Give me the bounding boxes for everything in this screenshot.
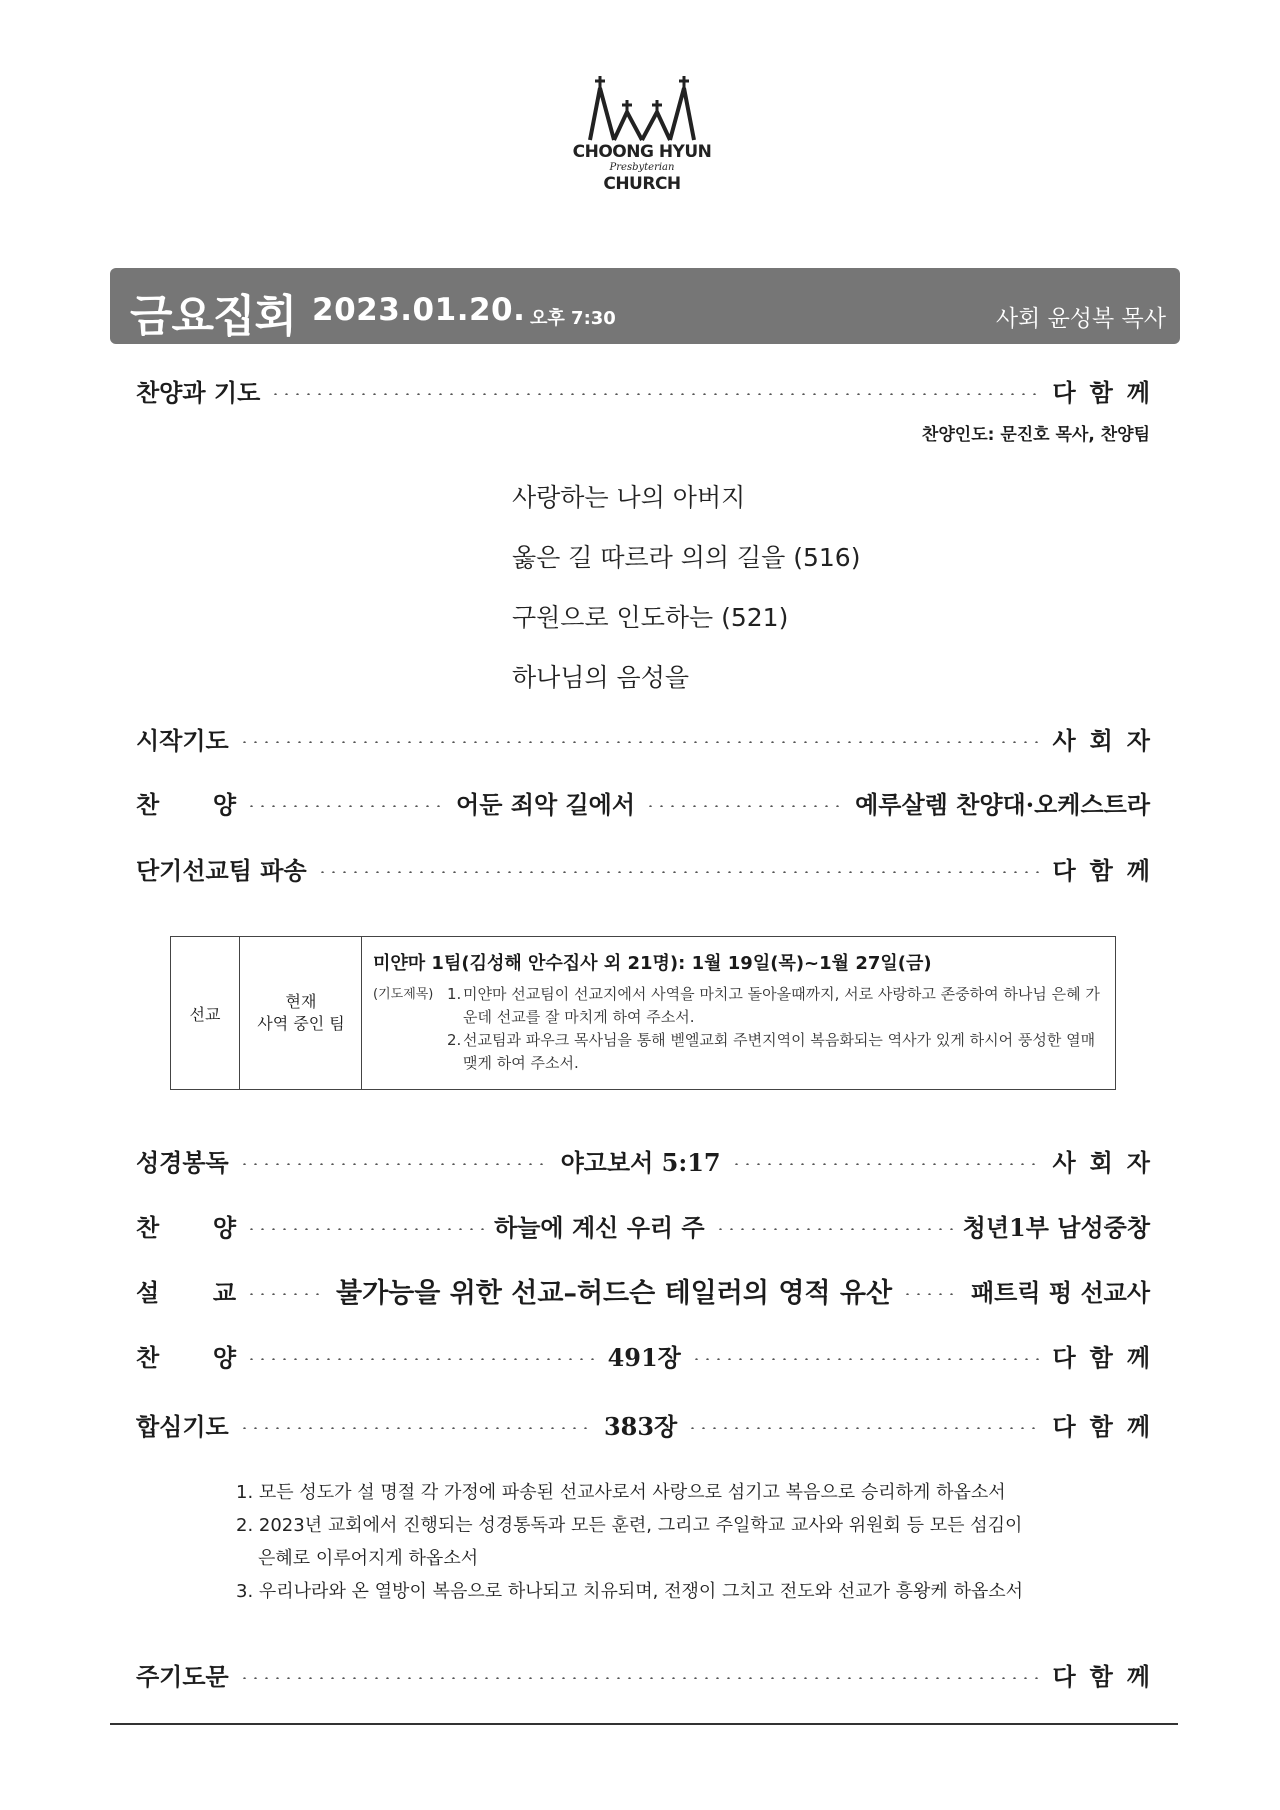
mission-prayer-list — [447, 983, 1103, 1075]
order-label: 시작기도 — [136, 725, 229, 755]
order-row-unison-prayer — [136, 1404, 1165, 1444]
dot-leader — [246, 1293, 326, 1295]
dot-leader — [317, 871, 1043, 873]
order-title: 491장 — [607, 1342, 681, 1372]
order-row-sermon — [136, 1270, 1150, 1310]
song-item: 옳은 길 따르라 의의 길을 (516) — [512, 543, 861, 572]
mission-prayer-item — [447, 983, 1103, 1029]
order-row-opening-prayer — [136, 718, 1164, 758]
order-row-hymn2 — [136, 1205, 1150, 1245]
dot-leader — [246, 1358, 598, 1360]
mission-details — [373, 949, 1103, 1075]
order-right: 다함께 — [1052, 1661, 1164, 1691]
order-title: 어둔 죄악 길에서 — [456, 789, 636, 819]
order-label-spaced: 찬 양 — [136, 789, 236, 819]
order-title: 383장 — [603, 1411, 678, 1441]
song-item: 하나님의 음성을 — [512, 663, 689, 692]
mission-prayer-block — [373, 983, 1103, 1075]
order-label: 성경봉독 — [136, 1147, 229, 1177]
dot-leader — [687, 1427, 1042, 1429]
dot-leader — [645, 805, 845, 807]
sermon-title: 불가능을 위한 선교–허드슨 테일러의 영적 유산 — [336, 1277, 893, 1309]
order-right: 사회자 — [1052, 1147, 1164, 1177]
service-time: 오후 7:30 — [530, 308, 616, 329]
dot-leader — [239, 741, 1043, 743]
prayer-item: 3. 우리나라와 온 열방이 복음으로 하나되고 치유되며, 전쟁이 그치고 전도와 선교가 흥왕케 하옵소서 — [236, 1581, 1024, 1602]
order-label-spaced: 설 교 — [136, 1277, 236, 1307]
prayer-item-continued: 은혜로 이루어지게 하옵소서 — [258, 1548, 479, 1569]
footer-divider — [110, 1723, 1178, 1725]
prayer-text: 선교팀과 파우크 목사님을 통해 벧엘교회 주변지역이 복음화되는 역사가 있게 하시어 풍성한 열매 맺게 하여 주소서. — [463, 1031, 1096, 1072]
dot-leader — [270, 393, 1042, 395]
prayer-tag: (기도제목) — [373, 987, 434, 1002]
dot-leader — [902, 1293, 961, 1295]
mission-team-title: 미얀마 1팀(김성해 안수집사 외 21명): 1월 19일(목)~1월 27일(금) — [373, 953, 932, 974]
prayer-item: 2. 2023년 교회에서 진행되는 성경통독과 모든 훈련, 그리고 주일학교 교사와 위원회 등 모든 섬김이 — [236, 1515, 1023, 1536]
dot-leader — [246, 805, 446, 807]
dot-leader — [731, 1163, 1043, 1165]
song-list — [512, 468, 860, 708]
dot-leader — [239, 1427, 594, 1429]
prayer-items — [236, 1476, 1023, 1608]
service-header — [110, 268, 1180, 344]
mission-status-line1: 현재 — [285, 992, 317, 1011]
prayer-number: 1. — [447, 985, 462, 1003]
service-leader: 사회 윤성복 목사 — [995, 306, 1166, 332]
dot-leader — [239, 1163, 551, 1165]
order-label-spaced: 찬 양 — [136, 1342, 236, 1372]
praise-lead: 찬양인도: 문진호 목사, 찬양팀 — [921, 425, 1150, 445]
song-item: 구원으로 인도하는 (521) — [512, 603, 789, 632]
order-right: 청년1부 남성중창 — [962, 1212, 1151, 1242]
prayer-item: 1. 모든 성도가 설 명절 각 가정에 파송된 선교사로서 사랑으로 섬기고 복음으로 승리하게 하옵소서 — [236, 1482, 1006, 1503]
order-right: 사회자 — [1052, 725, 1164, 755]
mission-category: 선교 — [171, 937, 240, 1089]
order-row-hymn1 — [136, 782, 1150, 822]
service-date: 2023.01.20. — [312, 292, 526, 328]
order-row-mission-sendoff — [136, 848, 1164, 888]
order-row-scripture — [136, 1140, 1164, 1180]
mission-prayer-item — [447, 1029, 1103, 1075]
order-title: 하늘에 계신 우리 주 — [494, 1212, 705, 1242]
dot-leader — [691, 1358, 1043, 1360]
order-right: 예루살렘 찬양대·오케스트라 — [855, 789, 1151, 819]
order-label: 단기선교팀 파송 — [136, 855, 307, 885]
service-title: 금요집회 — [130, 291, 297, 342]
order-row-lords-prayer — [136, 1654, 1164, 1694]
logo-text-line1: CHOONG HYUN — [572, 142, 712, 162]
order-right: 다함께 — [1052, 1342, 1165, 1372]
dot-leader — [246, 1228, 484, 1230]
mission-table — [170, 936, 1116, 1090]
song-item: 사랑하는 나의 아버지 — [512, 483, 746, 512]
church-logo — [572, 74, 712, 202]
logo-text-line3: CHURCH — [603, 174, 681, 194]
order-label: 합심기도 — [136, 1411, 229, 1441]
prayer-text: 미얀마 선교팀이 선교지에서 사역을 마치고 돌아올때까지, 서로 사랑하고 존중하여 하나님 은혜 가운데 선교를 잘 마치게 하여 주소서. — [463, 985, 1100, 1026]
mission-status-line2: 사역 중인 팀 — [257, 1014, 345, 1033]
order-title: 야고보서 5:17 — [560, 1147, 721, 1177]
dot-leader — [715, 1228, 953, 1230]
order-label: 찬양과 기도 — [136, 377, 261, 407]
order-right: 다함께 — [1052, 1411, 1165, 1441]
dot-leader — [239, 1677, 1043, 1679]
order-label: 주기도문 — [136, 1661, 229, 1691]
logo-text-line2: Presbyterian — [609, 162, 675, 173]
prayer-number: 2. — [447, 1031, 462, 1049]
order-right: 패트릭 펑 선교사 — [971, 1277, 1150, 1307]
order-row-hymn3 — [136, 1335, 1165, 1375]
order-label-spaced: 찬 양 — [136, 1212, 236, 1242]
order-right: 다함께 — [1052, 377, 1164, 407]
church-logo-icon — [572, 74, 712, 144]
order-row-praise-prayer — [136, 370, 1164, 410]
order-right: 다함께 — [1052, 855, 1164, 885]
mission-status — [241, 937, 362, 1089]
